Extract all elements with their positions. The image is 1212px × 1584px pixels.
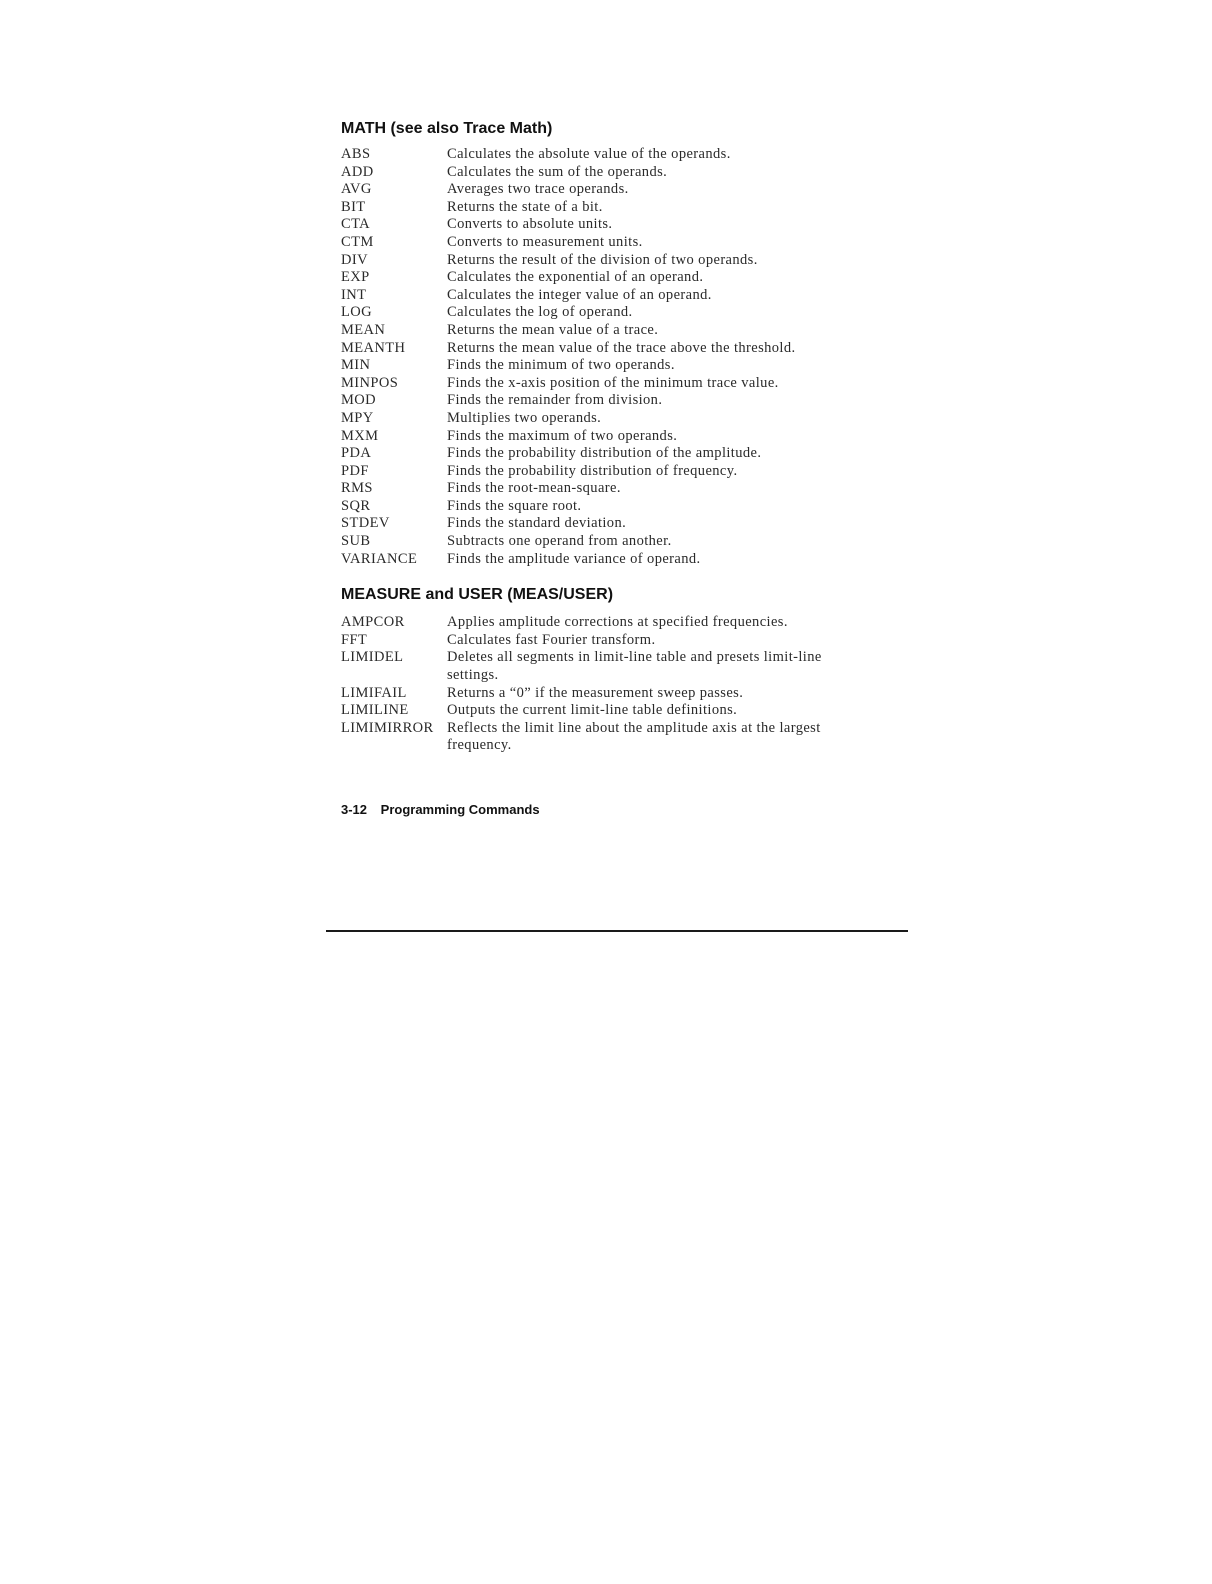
command-name: EXP xyxy=(341,269,370,286)
command-name: INT xyxy=(341,286,367,303)
command-name: ADD xyxy=(341,163,374,180)
command-name: AMPCOR xyxy=(341,614,405,631)
command-description: Finds the root-mean-square. xyxy=(447,480,621,497)
command-description: Converts to measurement units. xyxy=(447,233,643,250)
command-description: Deletes all segments in limit-line table and presets limit-line settings. xyxy=(447,649,822,684)
command-name: MOD xyxy=(341,392,377,409)
measure-section-heading: MEASURE and USER (MEAS/USER) xyxy=(341,586,614,604)
command-name: CTA xyxy=(341,216,371,233)
command-name: MXM xyxy=(341,427,379,444)
command-row-limifail xyxy=(341,685,861,703)
command-name: STDEV xyxy=(341,515,390,532)
command-name: MINPOS xyxy=(341,374,399,391)
command-name: AVG xyxy=(341,181,372,198)
command-description: Returns the mean value of the trace above the threshold. xyxy=(447,339,796,356)
page-footer xyxy=(341,802,540,817)
command-row-abs xyxy=(341,146,861,164)
command-row-rms xyxy=(341,480,861,498)
command-name: SUB xyxy=(341,533,371,550)
page-number: 3-12 xyxy=(341,802,368,817)
command-row-stdev xyxy=(341,515,861,533)
command-description: Finds the probability distribution of frequency. xyxy=(447,462,738,479)
command-row-mxm xyxy=(341,428,861,446)
command-name: MIN xyxy=(341,357,371,374)
command-name: MEAN xyxy=(341,321,386,338)
command-row-variance xyxy=(341,551,861,569)
command-row-add xyxy=(341,164,861,182)
command-row-cta xyxy=(341,216,861,234)
command-name: PDF xyxy=(341,462,369,479)
command-description: Returns a “0” if the measurement sweep passes. xyxy=(447,684,744,701)
command-description: Finds the remainder from division. xyxy=(447,392,663,409)
command-row-sqr xyxy=(341,498,861,516)
command-description: Finds the x-axis position of the minimum trace value. xyxy=(447,374,779,391)
command-description: Multiplies two operands. xyxy=(447,409,602,426)
command-name: FFT xyxy=(341,631,368,648)
command-name: LIMILINE xyxy=(341,702,409,719)
math-command-list xyxy=(341,146,861,568)
command-row-min xyxy=(341,357,861,375)
command-row-mod xyxy=(341,392,861,410)
command-description: Subtracts one operand from another. xyxy=(447,533,672,550)
command-row-pdf xyxy=(341,463,861,481)
command-row-log xyxy=(341,304,861,322)
command-name: VARIANCE xyxy=(341,550,418,567)
command-name: MEANTH xyxy=(341,339,406,356)
command-row-pda xyxy=(341,445,861,463)
command-name: SQR xyxy=(341,497,371,514)
command-description: Calculates the log of operand. xyxy=(447,304,633,321)
command-description: Averages two trace operands. xyxy=(447,181,629,198)
command-row-sub xyxy=(341,533,861,551)
command-row-avg xyxy=(341,181,861,199)
command-row-mean xyxy=(341,322,861,340)
command-description: Finds the square root. xyxy=(447,497,582,514)
command-row-meanth xyxy=(341,340,861,358)
bottom-rule-divider xyxy=(326,930,908,932)
command-description: Returns the state of a bit. xyxy=(447,198,603,215)
command-row-limimirror xyxy=(341,720,861,755)
command-name: BIT xyxy=(341,198,366,215)
command-row-mpy xyxy=(341,410,861,428)
math-section-heading: MATH (see also Trace Math) xyxy=(341,120,553,137)
command-name: LIMIFAIL xyxy=(341,684,407,701)
command-name: LIMIDEL xyxy=(341,649,404,666)
command-description: Calculates the absolute value of the operands. xyxy=(447,146,731,162)
measure-command-list xyxy=(341,614,861,755)
command-row-bit xyxy=(341,199,861,217)
command-description: Finds the maximum of two operands. xyxy=(447,427,678,444)
command-name: DIV xyxy=(341,251,368,268)
command-name: LOG xyxy=(341,304,373,321)
command-name: LIMIMIRROR xyxy=(341,719,434,736)
command-description: Calculates fast Fourier transform. xyxy=(447,631,656,648)
command-description: Calculates the integer value of an operand. xyxy=(447,286,712,303)
command-description: Finds the minimum of two operands. xyxy=(447,357,675,374)
command-description: Finds the amplitude variance of operand. xyxy=(447,550,701,567)
command-row-int xyxy=(341,287,861,305)
command-description: Converts to absolute units. xyxy=(447,216,613,233)
command-description: Returns the mean value of a trace. xyxy=(447,321,659,338)
command-name: CTM xyxy=(341,233,374,250)
chapter-title: Programming Commands xyxy=(380,802,540,817)
command-name: ABS xyxy=(341,146,371,162)
command-description: Calculates the sum of the operands. xyxy=(447,163,668,180)
command-row-limiline xyxy=(341,702,861,720)
command-description: Finds the standard deviation. xyxy=(447,515,627,532)
command-description: Outputs the current limit-line table definitions. xyxy=(447,702,738,719)
command-name: RMS xyxy=(341,480,373,497)
page-content xyxy=(341,118,861,755)
command-name: PDA xyxy=(341,445,372,462)
command-row-ampcor xyxy=(341,614,861,632)
command-description: Returns the result of the division of two operands. xyxy=(447,251,758,268)
command-description: Finds the probability distribution of the amplitude. xyxy=(447,445,762,462)
command-row-exp xyxy=(341,269,861,287)
command-description: Calculates the exponential of an operand. xyxy=(447,269,704,286)
command-row-minpos xyxy=(341,375,861,393)
command-row-limidel xyxy=(341,649,861,684)
command-description: Reflects the limit line about the amplitude axis at the largest frequency. xyxy=(447,719,821,754)
command-row-fft xyxy=(341,632,861,650)
command-row-div xyxy=(341,252,861,270)
command-name: MPY xyxy=(341,409,374,426)
command-description: Applies amplitude corrections at specified frequencies. xyxy=(447,614,788,631)
command-row-ctm xyxy=(341,234,861,252)
